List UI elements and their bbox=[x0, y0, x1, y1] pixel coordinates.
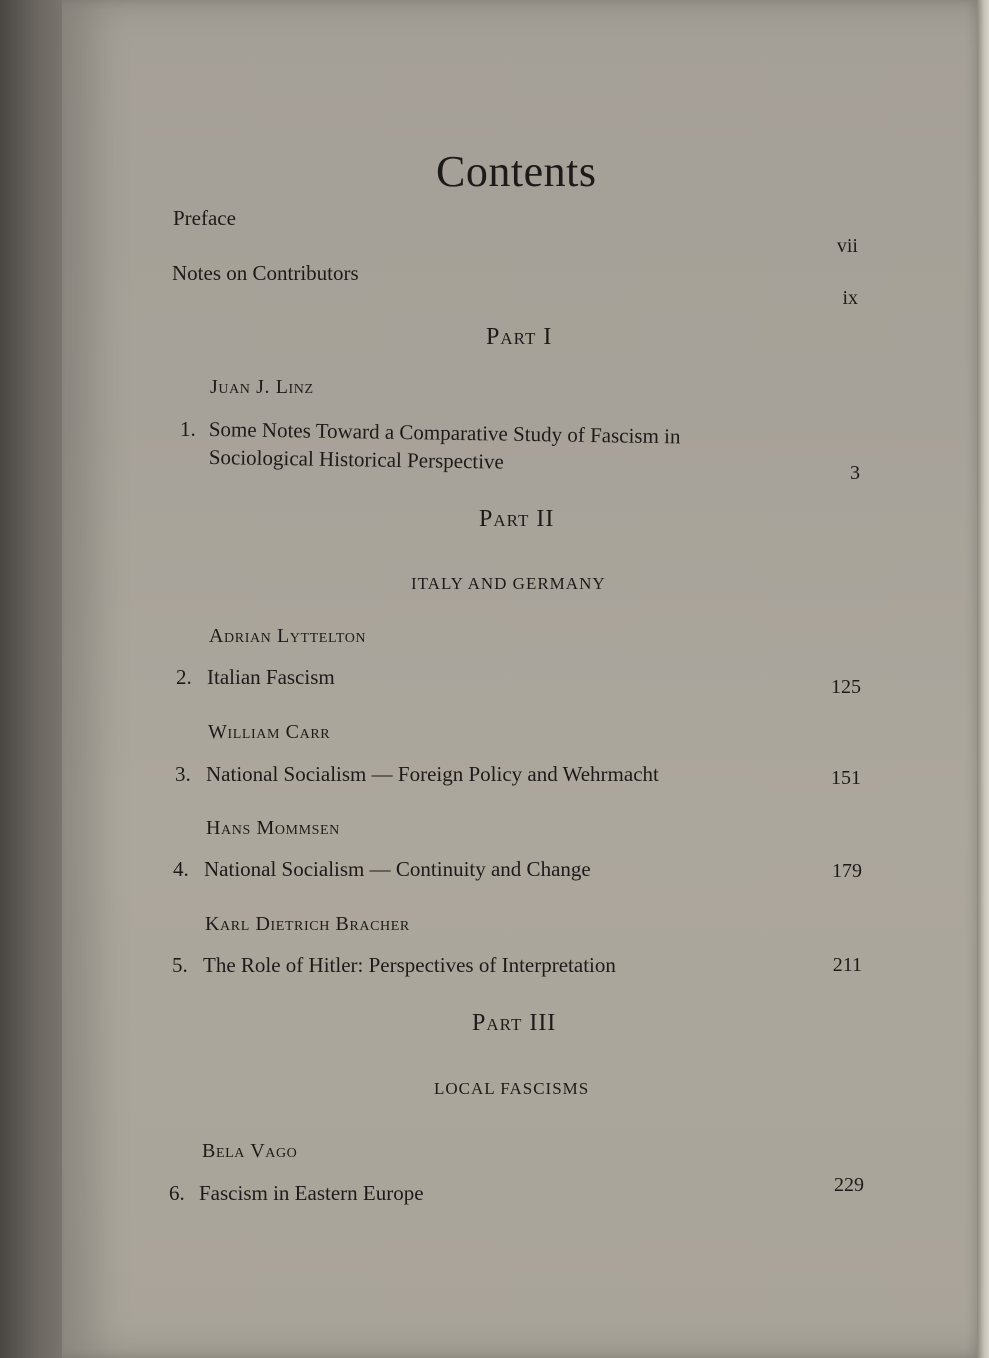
part-heading-3: Part III bbox=[472, 1010, 557, 1036]
part-heading-2: Part II bbox=[479, 506, 555, 532]
chapter-title-4: National Socialism — Continuity and Change bbox=[204, 857, 591, 881]
page-title: Contents bbox=[436, 147, 597, 196]
chapter-title-3: National Socialism — Foreign Policy and Wehrmacht bbox=[206, 762, 659, 786]
chapter-author-3: William Carr bbox=[208, 721, 331, 743]
chapter-number-4: 4. bbox=[173, 857, 189, 881]
page-number-chapter-6: 229 bbox=[834, 1174, 864, 1196]
page-right-edge bbox=[977, 0, 989, 1358]
chapter-number-2: 2. bbox=[176, 665, 192, 689]
toc-entry-preface: Preface bbox=[173, 206, 236, 230]
chapter-number-1: 1. bbox=[180, 417, 196, 441]
chapter-number-5: 5. bbox=[172, 953, 188, 977]
chapter-author-5: Karl Dietrich Bracher bbox=[205, 913, 410, 935]
page-number-chapter-1: 3 bbox=[850, 462, 860, 484]
chapter-number-3: 3. bbox=[175, 762, 191, 786]
chapter-title-2: Italian Fascism bbox=[207, 665, 335, 689]
page-number-chapter-5: 211 bbox=[832, 954, 862, 976]
facing-page-edge bbox=[0, 0, 70, 1358]
chapter-title-1-line-1: Some Notes Toward a Comparative Study of Fascism in bbox=[208, 417, 681, 449]
page-number-chapter-4: 179 bbox=[832, 860, 862, 882]
chapter-title-1-line-2: Sociological Historical Perspective bbox=[208, 445, 505, 474]
page-number-chapter-2: 125 bbox=[831, 676, 861, 698]
section-heading-italy-and-germany: ITALY AND GERMANY bbox=[411, 574, 606, 593]
part-heading-1: Part I bbox=[486, 324, 553, 350]
chapter-author-2: Adrian Lyttelton bbox=[209, 625, 367, 647]
page-number-preface: vii bbox=[836, 235, 858, 257]
section-heading-local-fascisms: LOCAL FASCISMS bbox=[434, 1079, 590, 1098]
chapter-author-4: Hans Mommsen bbox=[206, 817, 340, 839]
chapter-author-1: Juan J. Linz bbox=[210, 376, 314, 398]
chapter-title-6: Fascism in Eastern Europe bbox=[199, 1181, 424, 1205]
page-number-chapter-3: 151 bbox=[831, 767, 861, 789]
chapter-author-6: Bela Vago bbox=[202, 1140, 298, 1162]
page-number-notes-on-contributors: ix bbox=[842, 287, 858, 309]
chapter-title-5: The Role of Hitler: Perspectives of Interpretation bbox=[203, 953, 616, 977]
chapter-number-6: 6. bbox=[169, 1181, 185, 1205]
toc-entry-notes-on-contributors: Notes on Contributors bbox=[172, 261, 359, 285]
